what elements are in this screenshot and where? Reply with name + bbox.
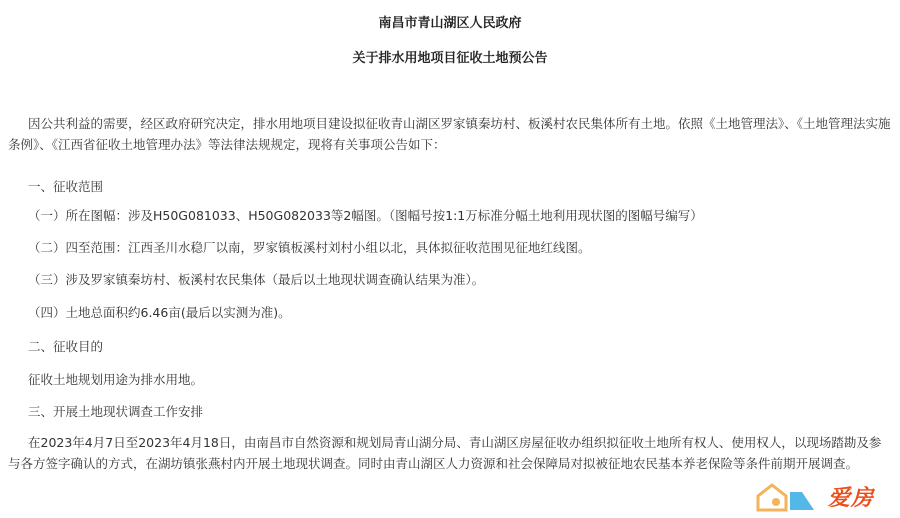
intro-paragraph: 因公共利益的需要，经区政府研究决定，排水用地项目建设拟征收青山湖区罗家镇秦坊村、板溪村农民集体所有土地。依照《土地管理法》、《土地管理法实施条例》、《江西省征收土地管理办法》等法律法规规定，现将有关事项公告如下：	[8, 116, 891, 152]
purpose-paragraph: 征收土地规划用途为排水用地。	[28, 372, 204, 387]
house-logo-icon	[754, 480, 824, 514]
page-title: 南昌市青山湖区人民政府	[378, 16, 522, 31]
section-heading-scope: 一、征收范围	[28, 179, 104, 194]
survey-paragraph: 在2023年4月7日至2023年4月18日，由南昌市自然资源和规划局青山湖分局、青山湖区房屋征收办组织拟征收土地所有权人、使用权人，以现场踏勘及参与各方签字确认的方式，在湖坊镇张燕村内开展土地现状调查。同时由青山湖区人力资源和社会保障局对拟被征地农民基本养老保险等条件前期开展调查。	[8, 435, 882, 471]
section-heading-survey: 三、开展土地现状调查工作安排	[28, 404, 204, 419]
watermark-text: 爱房	[828, 486, 875, 511]
scope-item-villages: （三）涉及罗家镇秦坊村、板溪村农民集体（最后以土地现状调查确认结果为准）。	[28, 272, 485, 287]
scope-item-map-sheets: （一）所在图幅：涉及H50G081033、H50G082033等2幅图。（图幅号按1:1万标准分幅土地利用现状图的图幅号编写）	[28, 208, 703, 223]
scope-item-area: （四）土地总面积约6.46亩(最后以实测为准)。	[28, 305, 291, 320]
page-subtitle: 关于排水用地项目征收土地预公告	[352, 51, 548, 66]
site-watermark	[754, 480, 894, 514]
section-heading-purpose: 二、征收目的	[28, 339, 104, 354]
scope-item-boundaries: （二）四至范围：江西圣川水稳厂以南，罗家镇板溪村刘村小组以北，具体拟征收范围见征地红线图。	[28, 240, 591, 255]
